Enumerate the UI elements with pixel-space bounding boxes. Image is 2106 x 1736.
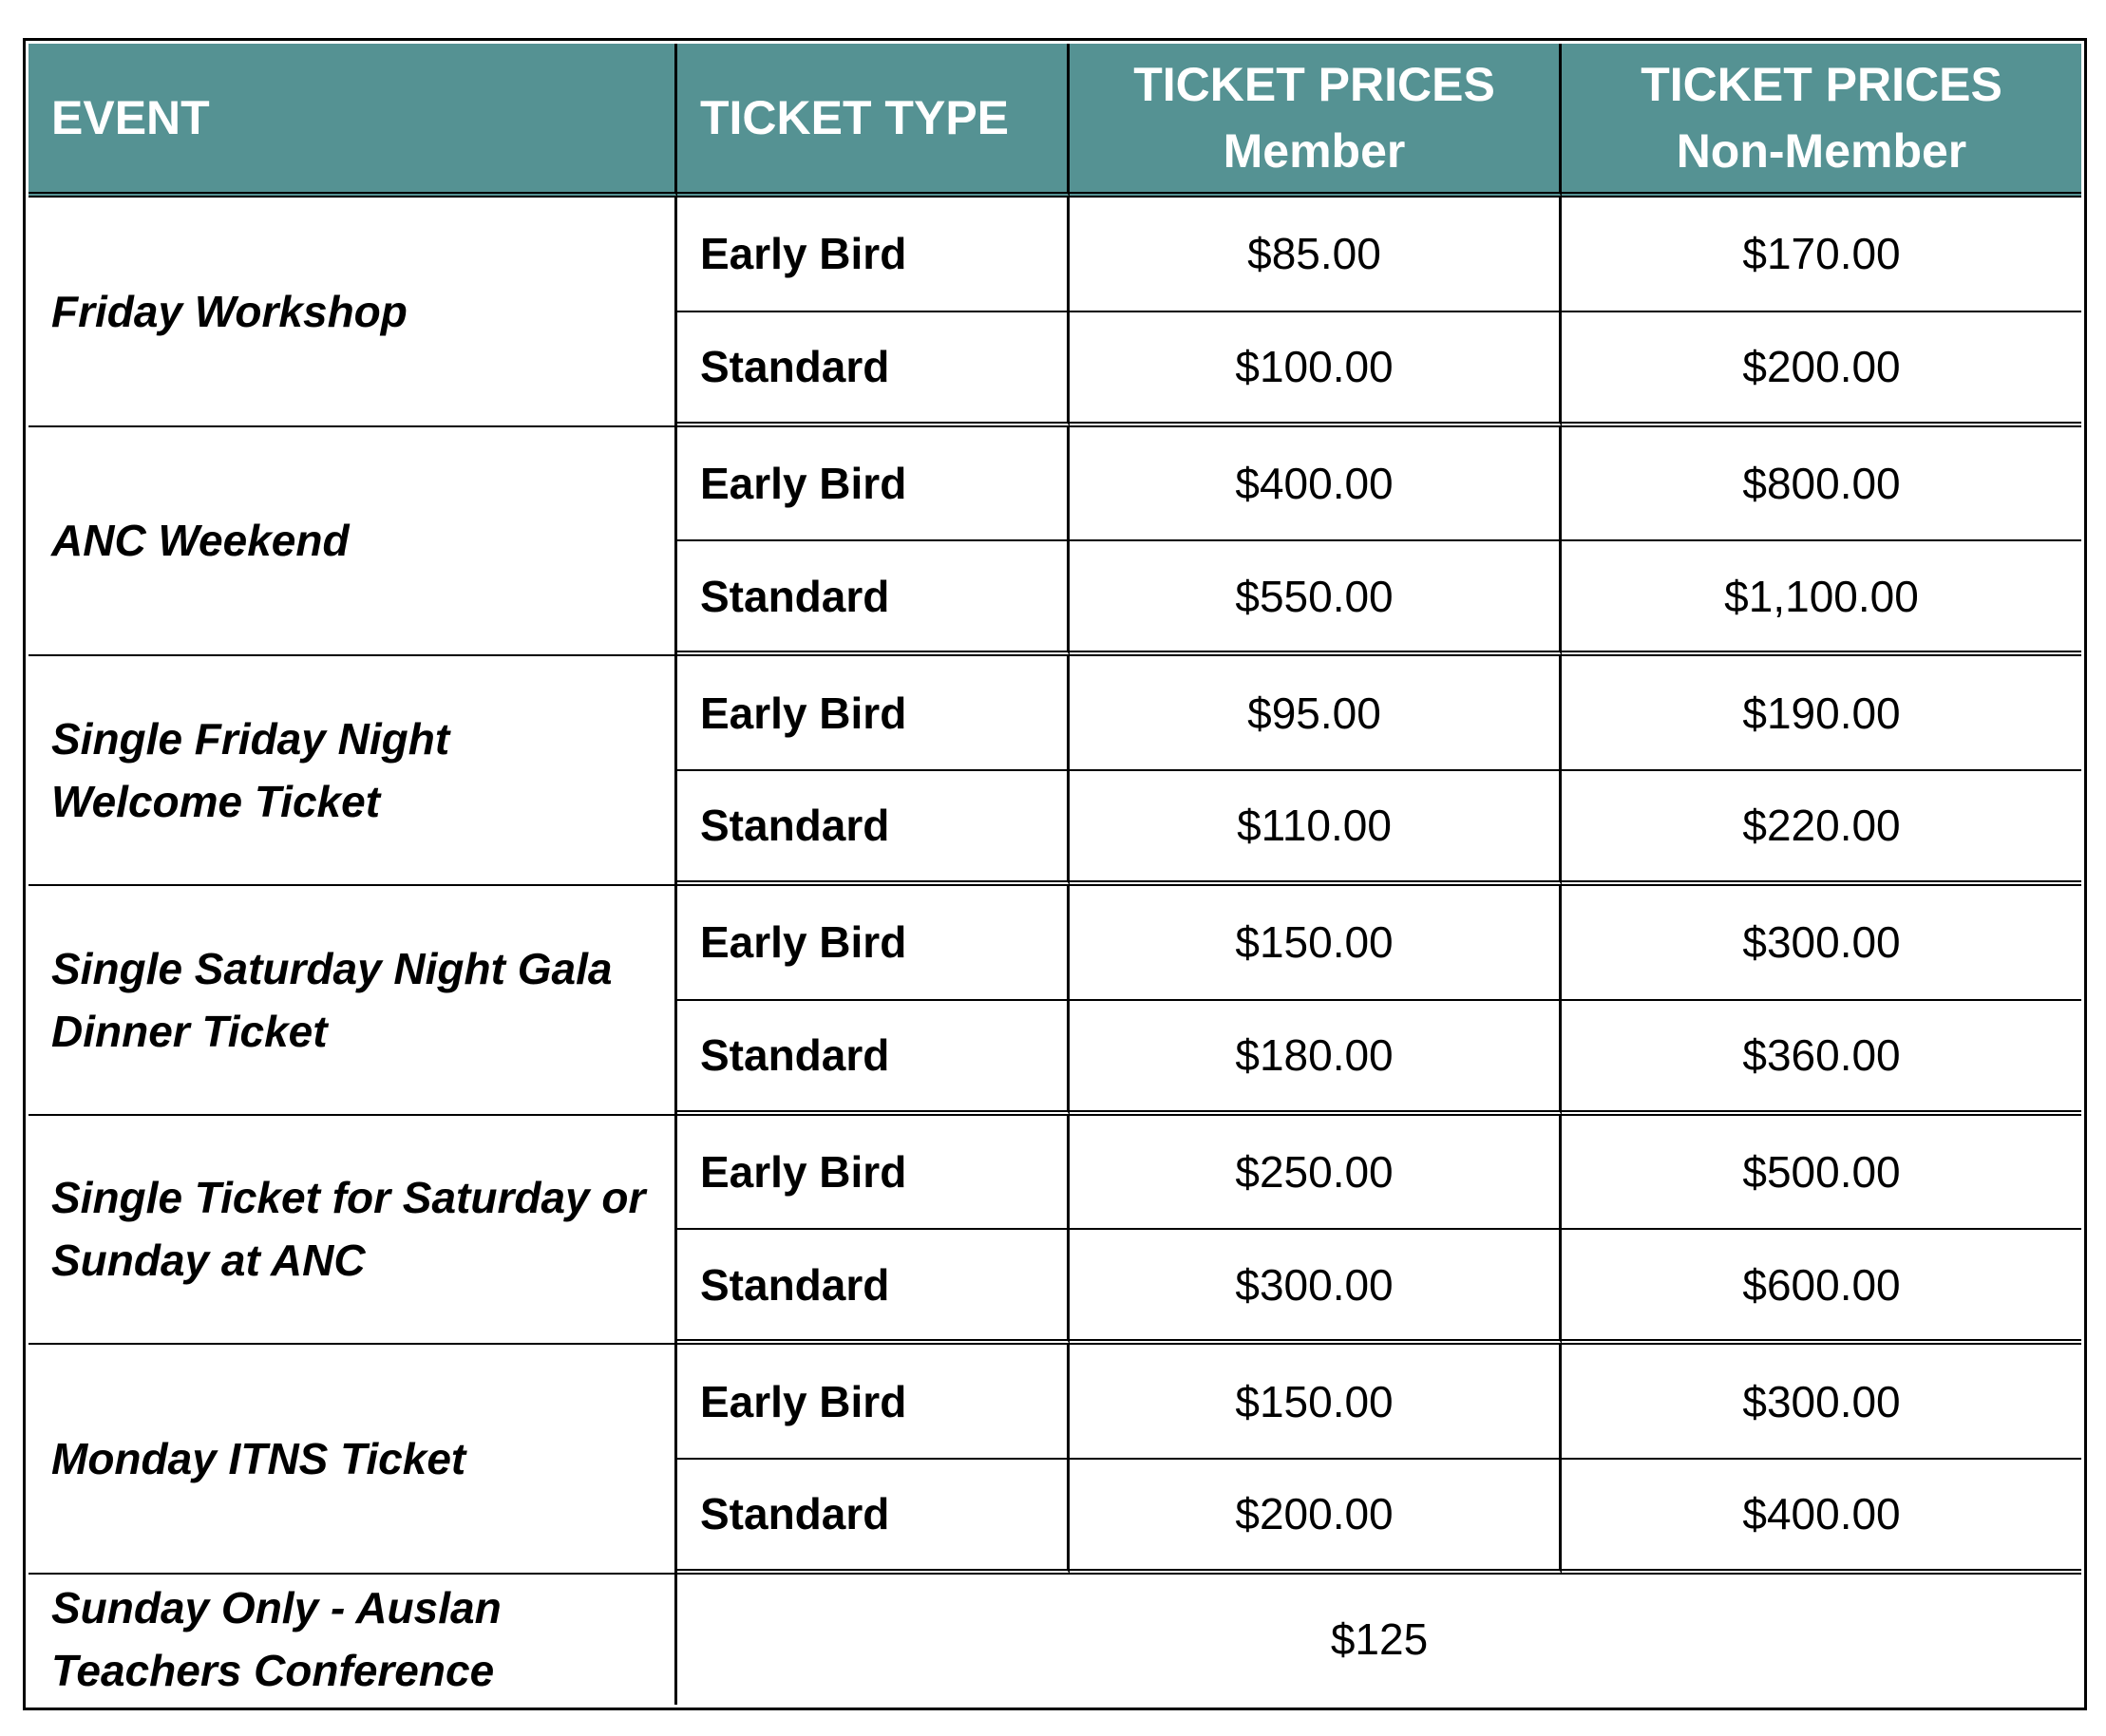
nonmember-price: $200.00 bbox=[1562, 312, 2081, 427]
member-price: $150.00 bbox=[1070, 1345, 1562, 1460]
event-name-line2: Welcome Ticket bbox=[51, 777, 381, 827]
ticket-type: Standard bbox=[677, 312, 1070, 427]
header-member-line2: Member bbox=[1223, 124, 1406, 178]
member-price: $110.00 bbox=[1070, 771, 1562, 886]
nonmember-price: $400.00 bbox=[1562, 1460, 2081, 1575]
member-price: $400.00 bbox=[1070, 427, 1562, 542]
header-row bbox=[28, 44, 2081, 198]
event-name-line1: Single Friday Night bbox=[51, 714, 450, 764]
table-row bbox=[28, 1575, 2081, 1705]
event-name-line2: Dinner Ticket bbox=[51, 1006, 328, 1056]
header-nonmember-line2: Non-Member bbox=[1676, 124, 1967, 178]
table-row bbox=[28, 198, 2081, 312]
ticket-type: Standard bbox=[677, 771, 1070, 886]
table-row bbox=[28, 656, 2081, 771]
event-name-line1: Sunday Only - Auslan bbox=[51, 1583, 502, 1633]
event-name-line1: Monday ITNS Ticket bbox=[51, 1433, 466, 1483]
nonmember-price: $300.00 bbox=[1562, 1345, 2081, 1460]
header-nonmember-line1: TICKET PRICES bbox=[1641, 58, 2002, 111]
event-name bbox=[28, 198, 677, 427]
nonmember-price: $800.00 bbox=[1562, 427, 2081, 542]
ticket-type: Early Bird bbox=[677, 1116, 1070, 1231]
event-name bbox=[28, 656, 677, 886]
header-nonmember-price bbox=[1562, 44, 2081, 198]
ticket-type: Standard bbox=[677, 1230, 1070, 1345]
ticket-type: Early Bird bbox=[677, 886, 1070, 1001]
event-name-line2: Teachers Conference bbox=[51, 1646, 495, 1696]
nonmember-price: $360.00 bbox=[1562, 1001, 2081, 1116]
member-price: $300.00 bbox=[1070, 1230, 1562, 1345]
event-name bbox=[28, 1116, 677, 1346]
event-name-line1: ANC Weekend bbox=[51, 516, 350, 566]
member-price: $180.00 bbox=[1070, 1001, 1562, 1116]
ticket-type: Standard bbox=[677, 1460, 1070, 1575]
event-name bbox=[28, 886, 677, 1116]
ticket-type: Standard bbox=[677, 1001, 1070, 1116]
member-price: $85.00 bbox=[1070, 198, 1562, 312]
event-name-line1: Single Saturday Night Gala bbox=[51, 943, 613, 993]
nonmember-price: $190.00 bbox=[1562, 656, 2081, 771]
member-price: $200.00 bbox=[1070, 1460, 1562, 1575]
ticket-price-table bbox=[28, 44, 2081, 1705]
event-name-line1: Single Ticket for Saturday or bbox=[51, 1173, 646, 1223]
nonmember-price: $500.00 bbox=[1562, 1116, 2081, 1231]
ticket-price-table-frame bbox=[23, 38, 2087, 1710]
ticket-type: Early Bird bbox=[677, 427, 1070, 542]
member-price: $100.00 bbox=[1070, 312, 1562, 427]
nonmember-price: $1,100.00 bbox=[1562, 541, 2081, 656]
flat-price: $125 bbox=[1330, 1614, 1429, 1665]
header-event: EVENT bbox=[28, 44, 677, 198]
member-price: $95.00 bbox=[1070, 656, 1562, 771]
header-member-price bbox=[1070, 44, 1562, 198]
ticket-type: Early Bird bbox=[677, 1345, 1070, 1460]
ticket-type: Standard bbox=[677, 541, 1070, 656]
header-member-line1: TICKET PRICES bbox=[1133, 58, 1495, 111]
event-name bbox=[28, 427, 677, 657]
event-name-line2: Sunday at ANC bbox=[51, 1236, 366, 1286]
event-name-line1: Friday Workshop bbox=[51, 286, 408, 336]
event-name bbox=[28, 1345, 677, 1575]
nonmember-price: $170.00 bbox=[1562, 198, 2081, 312]
nonmember-price: $300.00 bbox=[1562, 886, 2081, 1001]
header-ticket-type: TICKET TYPE bbox=[677, 44, 1070, 198]
member-price: $550.00 bbox=[1070, 541, 1562, 656]
nonmember-price: $600.00 bbox=[1562, 1230, 2081, 1345]
event-name bbox=[28, 1575, 677, 1705]
table-row bbox=[28, 886, 2081, 1001]
nonmember-price: $220.00 bbox=[1562, 771, 2081, 886]
table-row bbox=[28, 1116, 2081, 1231]
table-row bbox=[28, 427, 2081, 542]
ticket-type: Early Bird bbox=[677, 198, 1070, 312]
ticket-type: Early Bird bbox=[677, 656, 1070, 771]
member-price: $150.00 bbox=[1070, 886, 1562, 1001]
table-row bbox=[28, 1345, 2081, 1460]
member-price: $250.00 bbox=[1070, 1116, 1562, 1231]
